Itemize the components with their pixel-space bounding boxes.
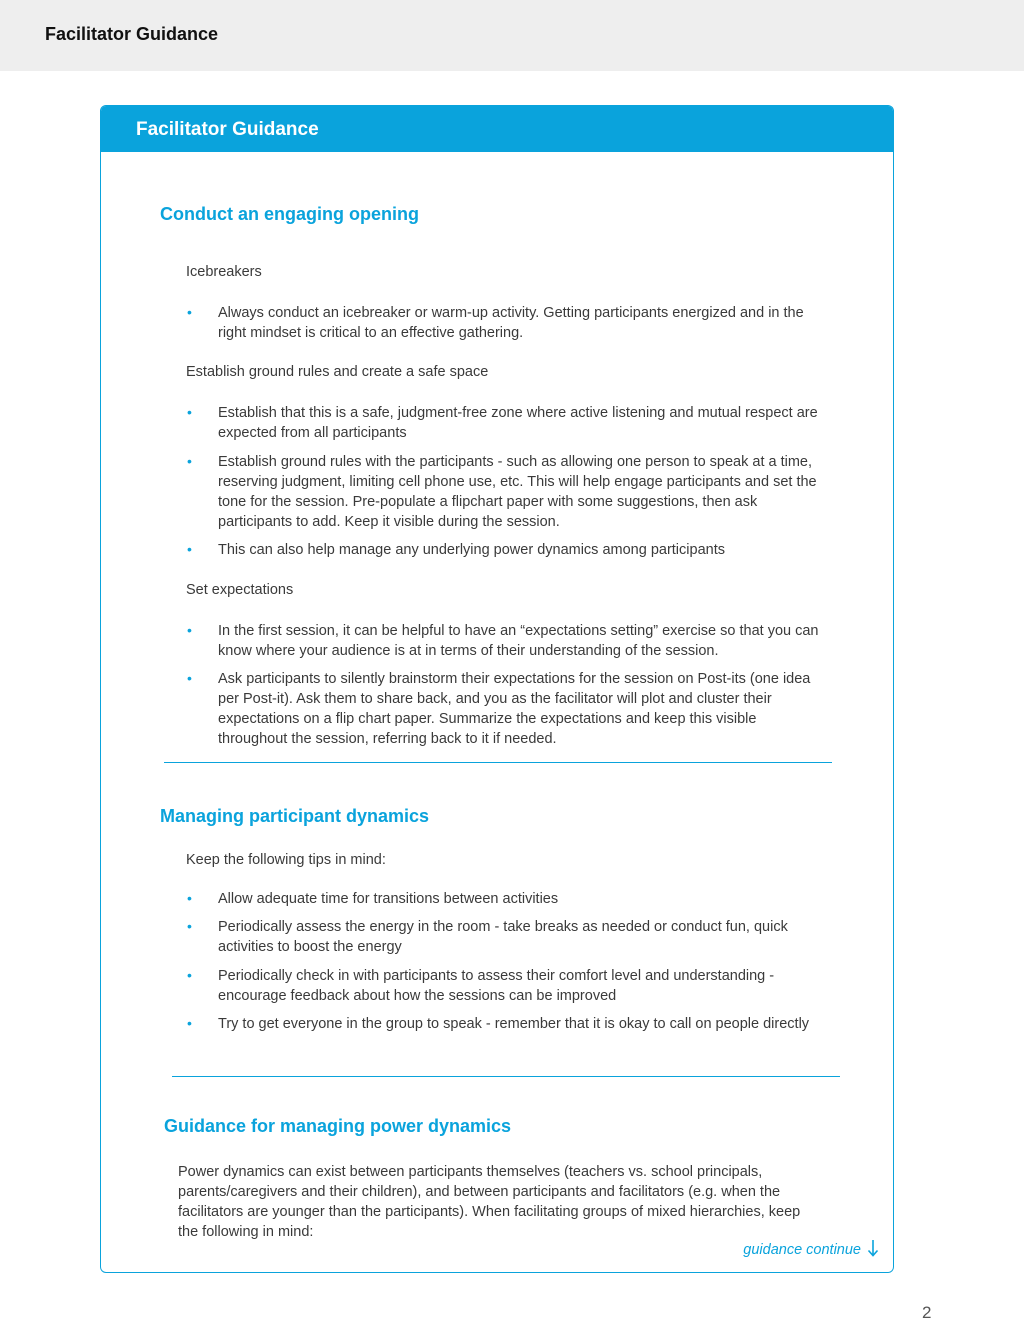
list-item: This can also help manage any underlying power dynamics among participants xyxy=(218,542,725,558)
guidance-continue-label: guidance continue xyxy=(743,1242,861,1258)
list-item: In the first session, it can be helpful to have an “expectations setting” exercise so that you can know where your audience is at in terms of their understanding of the session. xyxy=(218,623,819,659)
page-number: 2 xyxy=(922,1303,932,1322)
section-title-opening: Conduct an engaging opening xyxy=(160,204,419,224)
bullet-dot: • xyxy=(187,890,192,906)
bullet-dot: • xyxy=(187,304,192,320)
card-header xyxy=(101,106,893,152)
list-item: Always conduct an icebreaker or warm-up activity. Getting participants energized and in the right mindset is critical to an effective gathering. xyxy=(218,305,804,341)
top-bar-title: Facilitator Guidance xyxy=(45,24,219,44)
list-item: Allow adequate time for transitions between activities xyxy=(218,891,559,907)
bullet-dot: • xyxy=(187,622,192,638)
section-divider xyxy=(172,1076,840,1077)
subhead-expectations: Set expectations xyxy=(186,582,294,598)
bullet-dot: • xyxy=(187,404,192,420)
list-item: Try to get everyone in the group to speak - remember that it is okay to call on people directly xyxy=(218,1016,810,1032)
subhead-icebreakers: Icebreakers xyxy=(186,264,262,280)
bullet-dot: • xyxy=(187,967,192,983)
guidance-card xyxy=(100,105,894,1273)
section-title-participant-dynamics: Managing participant dynamics xyxy=(160,806,430,826)
section-divider xyxy=(164,762,832,763)
bullet-dot: • xyxy=(187,918,192,934)
bullet-dot: • xyxy=(187,1015,192,1031)
arrow-down-icon xyxy=(867,1239,879,1261)
guidance-continue xyxy=(743,1239,879,1261)
list-item: Periodically assess the energy in the room - take breaks as needed or conduct fun, quick activities to boost the energy xyxy=(218,919,788,955)
card-header-title: Facilitator Guidance xyxy=(136,119,319,140)
list-item: Periodically check in with participants to assess their comfort level and understanding - encourage feedback about how the sessions can be improved xyxy=(218,968,775,1004)
bullet-dot: • xyxy=(187,670,192,686)
bullet-dot: • xyxy=(187,453,192,469)
participant-dynamics-intro: Keep the following tips in mind: xyxy=(186,852,386,868)
list-item: Ask participants to silently brainstorm their expectations for the session on Post-its (one idea per Post-it). Ask them to share back, and you as the facilitator will plot and cluster their expectations on a flip chart paper. Summarize the expectations and keep this visible throughout the session, referring back to it if needed. xyxy=(218,671,811,747)
subhead-ground-rules: Establish ground rules and create a safe space xyxy=(186,364,489,380)
top-bar xyxy=(0,0,1024,71)
section-title-power-dynamics: Guidance for managing power dynamics xyxy=(164,1116,512,1136)
bullet-dot: • xyxy=(187,541,192,557)
list-item: Establish that this is a safe, judgment-free zone where active listening and mutual respect are expected from all participants xyxy=(218,405,818,441)
power-dynamics-paragraph: Power dynamics can exist between participants themselves (teachers vs. school principals, parents/caregivers and their children), and between participants and facilitators (e.g. when the facilitators are younger than the participants). When facilitating groups of mixed hierarchies, keep the following in mind: xyxy=(178,1164,801,1240)
list-item: Establish ground rules with the participants - such as allowing one person to speak at a time, reserving judgment, limiting cell phone use, etc. This will help engage participants and set the tone for the session. Pre-populate a flipchart paper with some suggestions, then ask participants to add. Keep it visible during the session. xyxy=(218,454,817,530)
